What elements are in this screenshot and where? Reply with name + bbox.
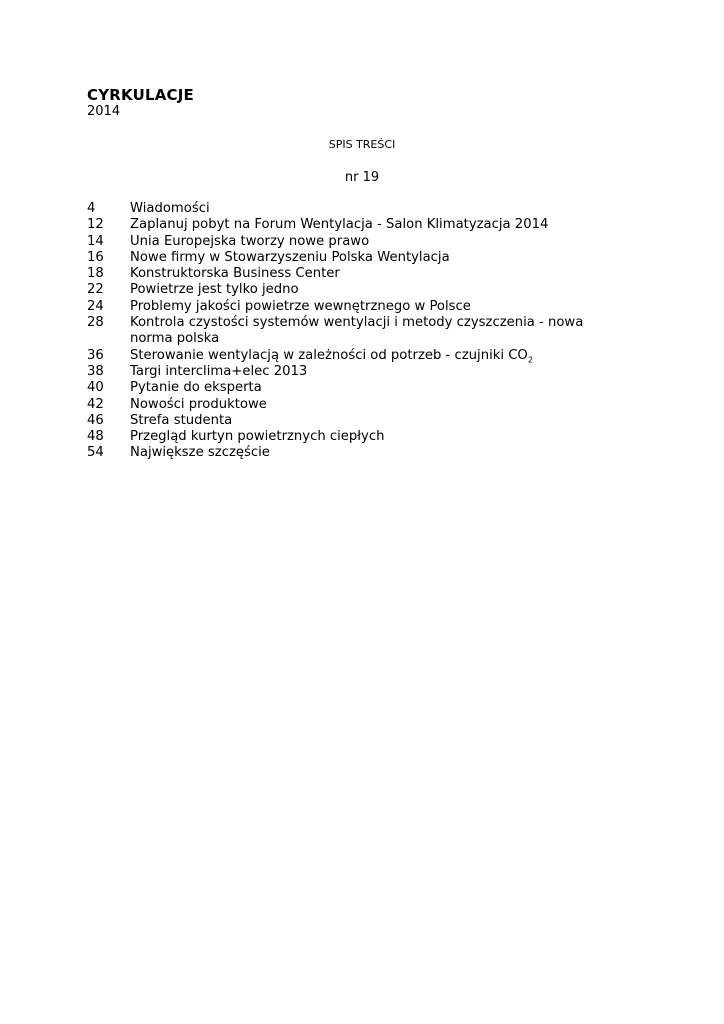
toc-entry [87, 299, 607, 315]
toc-page-number: 24 [87, 298, 104, 314]
toc-entry-title: Nowe firmy w Stowarzyszeniu Polska Wentylacja [130, 249, 450, 265]
toc-page-number: 42 [87, 396, 104, 412]
toc-entry-title: Kontrola czystości systemów wentylacji i metody czyszczenia - nowa norma polska [130, 315, 584, 347]
toc-entry [87, 429, 607, 445]
table-of-contents [87, 201, 607, 462]
toc-entry [87, 397, 607, 413]
toc-entry-title: Konstruktorska Business Center [130, 266, 340, 282]
toc-entry-title: Nowości produktowe [130, 396, 267, 412]
toc-entry-title: Przegląd kurtyn powietrznych ciepłych [130, 429, 385, 445]
subscript-2: 2 [527, 355, 533, 365]
toc-entry [87, 266, 607, 282]
toc-entry [87, 364, 607, 380]
toc-heading: SPIS TREŚCI [328, 138, 396, 151]
toc-entry-title: Wiadomości [130, 201, 210, 216]
toc-page-number: 18 [87, 266, 104, 282]
toc-page-number: 16 [87, 249, 104, 265]
toc-entry-title: Zaplanuj pobyt na Forum Wentylacja - Salon Klimatyzacja 2014 [130, 217, 549, 233]
issue-number: nr 19 [344, 170, 380, 185]
toc-page-number: 54 [87, 445, 104, 461]
toc-entry [87, 445, 607, 461]
toc-entry-title: Powietrze jest tylko jedno [130, 282, 299, 298]
toc-entry-title: Sterowanie wentylacją w zależności od potrzeb - czujniki CO [130, 347, 528, 363]
toc-page-number: 46 [87, 412, 104, 428]
toc-page-number: 4 [87, 201, 96, 216]
toc-page-number: 14 [87, 233, 104, 249]
toc-entry-title: Pytanie do eksperta [130, 380, 262, 396]
toc-entry [87, 413, 607, 429]
toc-entry-title: Problemy jakości powietrze wewnętrznego w Polsce [130, 298, 471, 314]
toc-entry [87, 348, 607, 364]
toc-entry [87, 380, 607, 396]
toc-page-number: 38 [87, 363, 104, 379]
toc-entry-title: Największe szczęście [130, 445, 270, 461]
toc-entry [87, 315, 607, 348]
toc-entry [87, 217, 607, 233]
toc-page-number: 22 [87, 282, 104, 298]
toc-entry-title: Targi interclima+elec 2013 [130, 363, 308, 379]
toc-entry [87, 250, 607, 266]
toc-page-number: 48 [87, 429, 104, 445]
toc-entry [87, 201, 607, 217]
toc-entry [87, 282, 607, 298]
toc-entry-title: Unia Europejska tworzy nowe prawo [130, 233, 370, 249]
toc-entry-title-wrap [130, 348, 607, 364]
toc-page-number: 12 [87, 217, 104, 233]
toc-entry-title: Strefa studenta [130, 412, 233, 428]
toc-page-number: 36 [87, 347, 104, 363]
document-title: CYRKULACJE [87, 86, 194, 104]
toc-page-number: 40 [87, 380, 104, 396]
toc-page-number: 28 [87, 315, 104, 331]
document-year: 2014 [87, 104, 121, 119]
toc-entry [87, 234, 607, 250]
